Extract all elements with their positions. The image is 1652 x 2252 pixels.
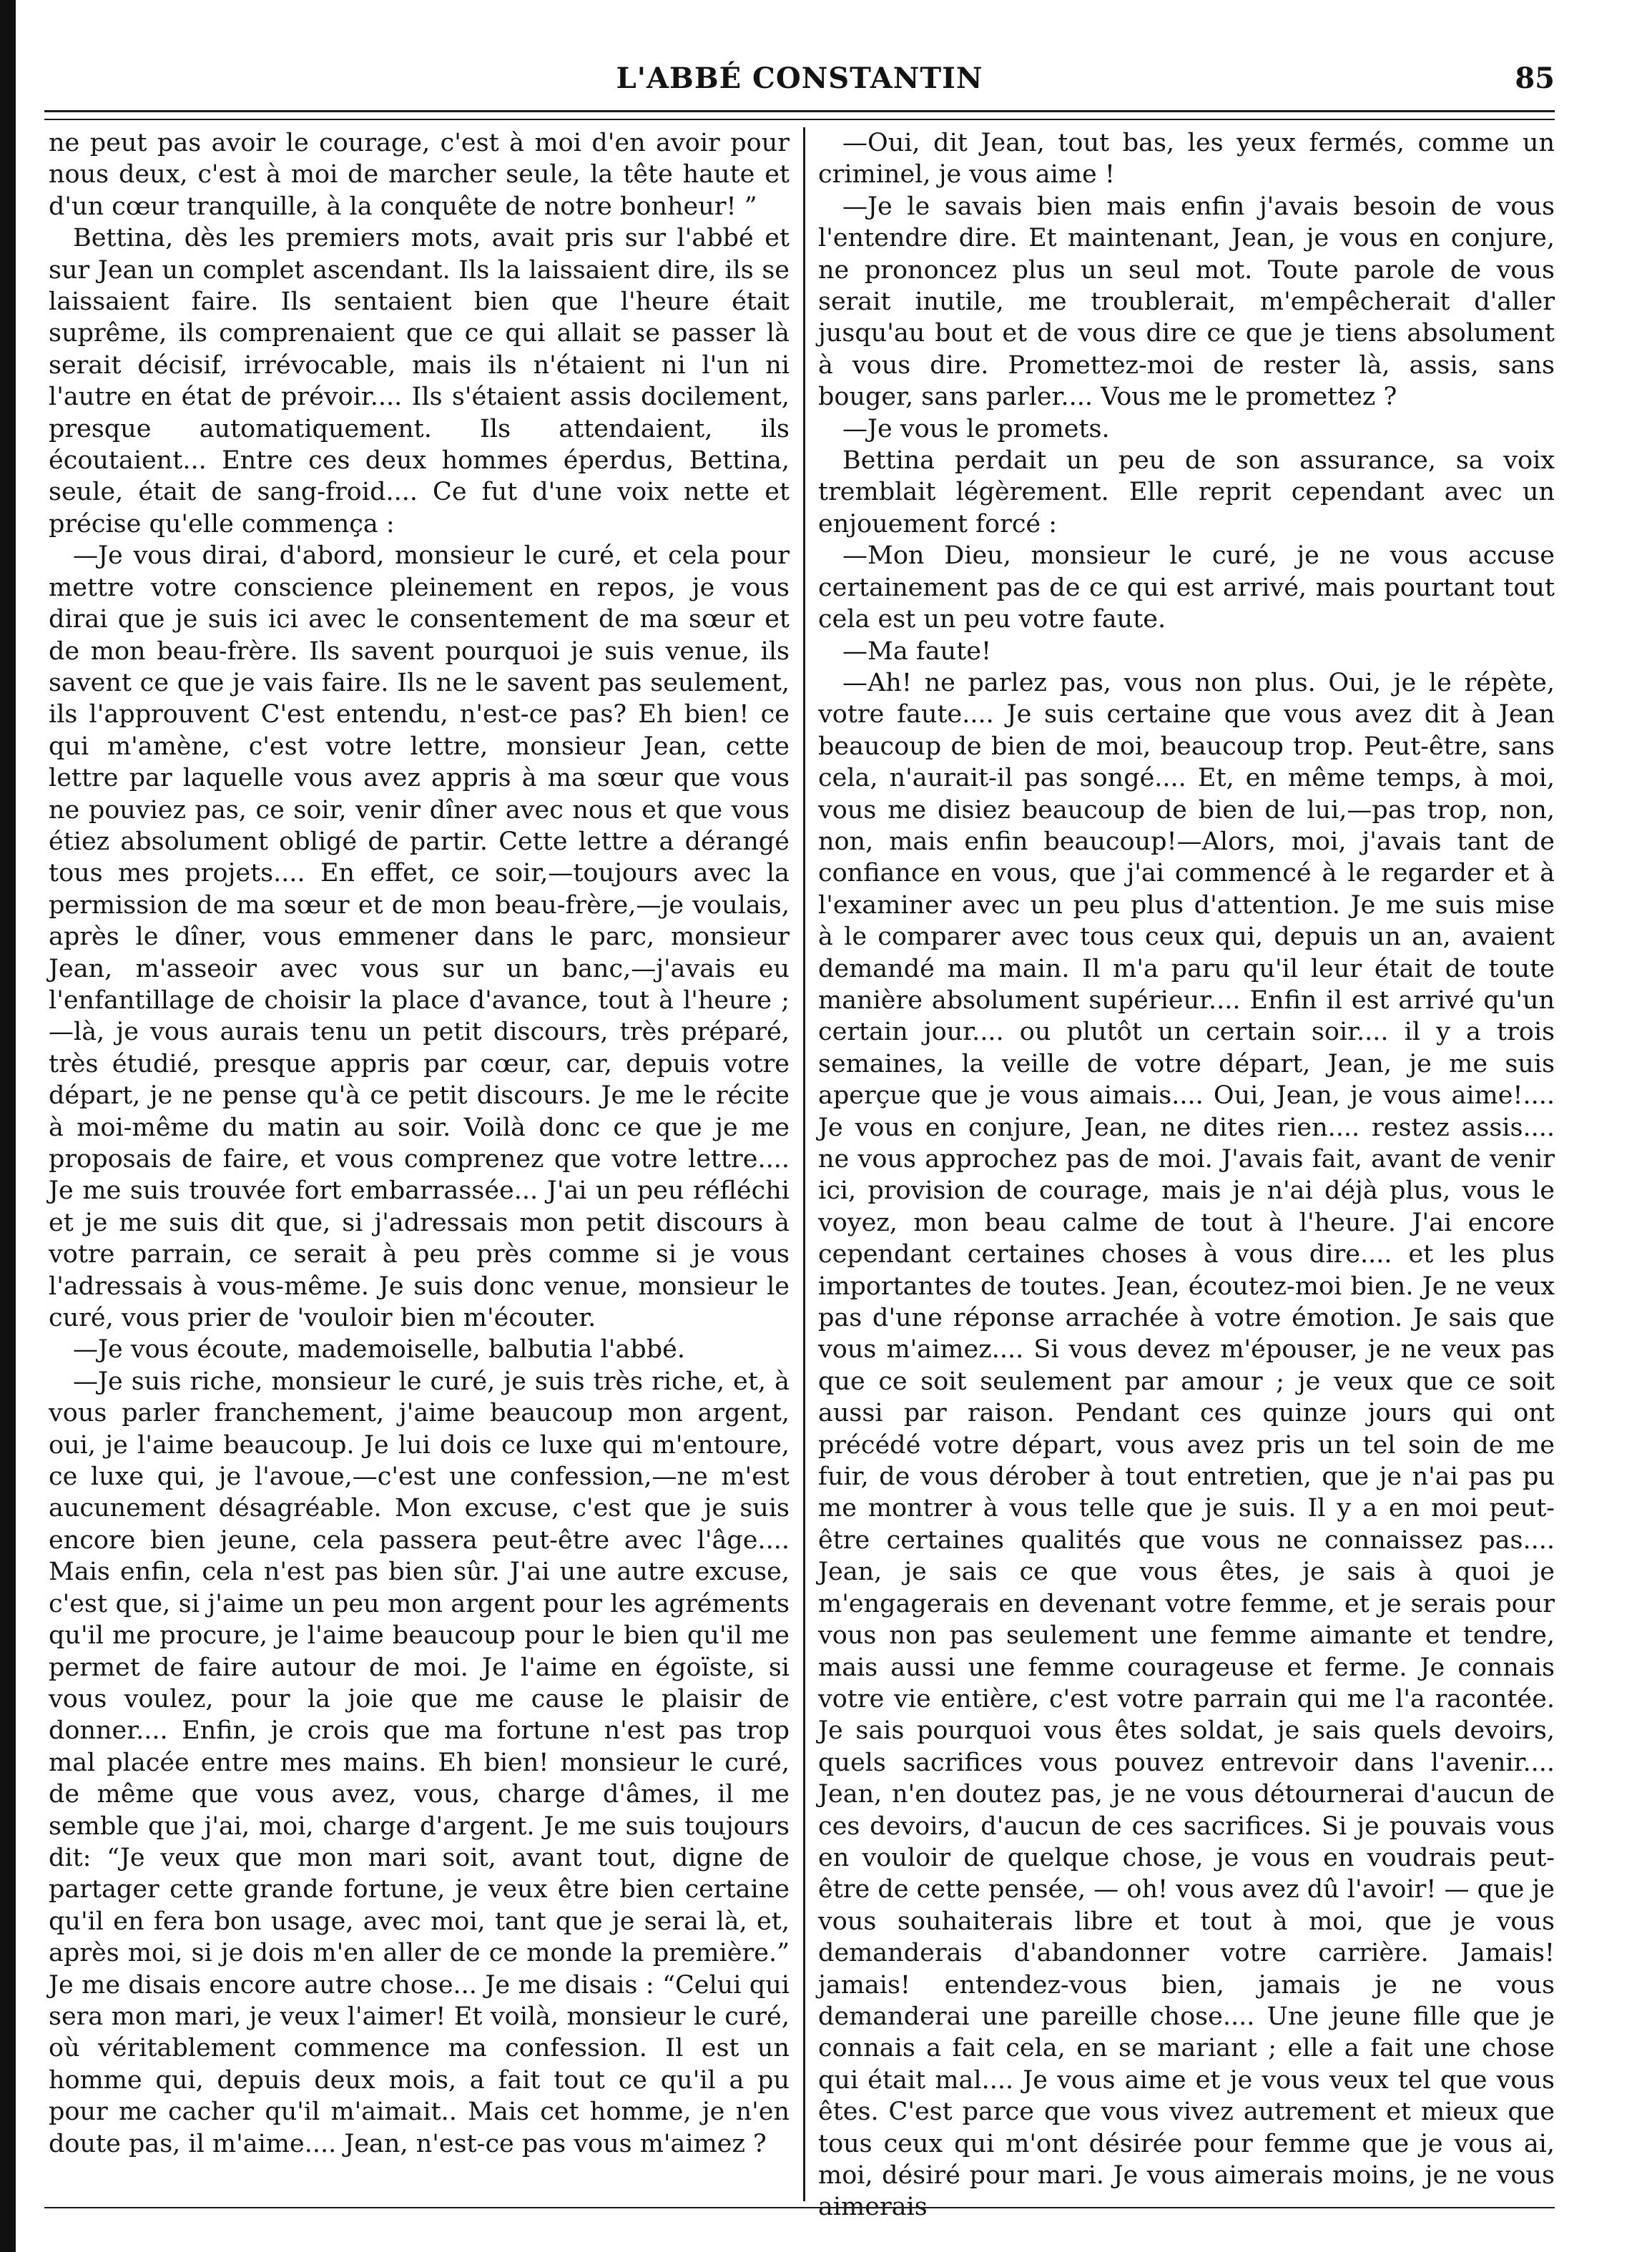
page-header [44,62,1555,104]
paragraph: —Ma faute! [842,636,992,666]
running-title: L'ABBÉ CONSTANTIN [616,62,983,95]
paragraph: —Oui, dit Jean, tout bas, les yeux fermés, comme un criminel, je vous aime ! [818,129,1555,190]
paragraph: —Je le savais bien mais enfin j'avais besoin de vous l'entendre dire. Et maintenant, Jean, je vous en conjure, ne prononcez plus un seul mot. Toute parole de vous serait inutile, me troublerait, m'empêcherait d'aller jusqu'au bout et de vous dire ce que je tiens absolument à vous dire. Promettez-moi de rester là, assis, sans bouger, sans parler.... Vous me le promettez ? [818,192,1555,412]
column-divider [803,127,805,2201]
paragraph: —Je vous le promets. [842,414,1110,443]
right-column [818,127,1555,2222]
paragraph: —Ah! ne parlez pas, vous non plus. Oui, je le répète, votre faute.... Je suis certaine que vous avez dit à Jean beaucoup de bien de moi, beaucoup trop. Peut-être, sans cela, n'aurait-il pas songé.... Et, en même temps, à moi, vous me disiez beaucoup de bien de lui,—pas trop, non, non, mais enfin beaucoup!—Alors, moi, j'avais tant de confiance en vous, que j'ai commencé à le regarder et à l'examiner avec un peu plus d'attention. Je me suis mise à le comparer avec tous ceux qui, depuis un an, avaient demandé ma main. Il m'a paru qu'il leur était de toute manière absolument supérieur.... Enfin il est arrivé qu'un certain jour.... ou plutôt un certain soir.... il y a trois semaines, la veille de votre départ, Jean, je me suis aperçue que je vous aimais.... Oui, Jean, je vous aime!.... Je vous en conjure, Jean, ne dites rien.... restez assis.... ne vous approchez pas de moi. J'avais fait, avant de venir ici, provision de courage, mais je n'ai déjà plus, vous le voyez, mon beau calme de tout à l'heure. J'ai encore cependant certaines choses à vous dire.... et les plus importantes de toutes. Jean, écoutez-moi bien. Je ne veux pas d'une réponse arrachée à votre émotion. Je sais que vous m'aimez.... Si vous devez m'épouser, je ne veux pas que ce soit seulement par amour ; je veux que ce soit aussi par raison. Pendant ces quinze jours qui ont précédé votre départ, vous avez pris un tel soin de me fuir, de vous dérober à tout entretien, que je n'ai pas pu me montrer à vous telle que je suis. Il y a en moi peut-être certaines qualités que vous ne connaissez pas.... Jean, je sais ce que vous êtes, je sais à quoi je m'engagerais en devenant votre femme, et je serais pour vous non pas seulement une femme aimante et tendre, mais aussi une femme courageuse et ferme. Je connais votre vie entière, c'est votre parrain qui me l'a racontée. Je sais pourquoi vous êtes soldat, je sais quels devoirs, quels sacrifices vous pouvez entrevoir dans l'avenir.... Jean, n'en doutez pas, je ne vous détournerai d'aucun de ces devoirs, d'aucun de ces sacrifices. Si je pouvais vous en vouloir de quelque chose, je vous en voudrais peut-être de cette pensée, — oh! vous avez dû l'avoir! — que je vous souhaiterais libre et tout à moi, que je vous demanderais d'abandonner votre carrière. Jamais! jamais! entendez-vous bien, jamais je ne vous demanderai une pareille chose.... Une jeune fille que je connais a fait cela, en se mariant ; elle a fait une chose qui était mal.... Je vous aime et je vous veux tel que vous êtes. C'est parce que vous vivez autrement et mieux que tous ceux qui m'ont désirée pour femme que je vous ai, moi, désiré pour mari. Je vous aimerais moins, je ne vous aimerais [818,668,1555,2222]
header-rule-bottom [44,119,1555,120]
paragraph: —Je vous écoute, mademoiselle, balbutia l'abbé. [73,1335,685,1365]
paragraph: Bettina perdait un peu de son assurance, sa voix tremblait légèrement. Elle reprit cependant avec un enjouement forcé : [818,446,1555,539]
paragraph: ne peut pas avoir le courage, c'est à moi d'en avoir pour nous deux, c'est à moi de marcher seule, la tête haute et d'un cœur tranquille, à la conquête de notre bonheur! ” [49,129,790,221]
paragraph: Bettina, dès les premiers mots, avait pris sur l'abbé et sur Jean un complet ascendant. Ils la laissaient dire, ils se laissaient faire. Ils sentaient bien que l'heure était suprême, ils comprenaient que ce qui allait se passer là serait décisif, irrévocable, mais ils n'étaient ni l'un ni l'autre en état de prévoir.... Ils s'étaient assis docilement, presque automatiquement. Ils attendaient, ils écoutaient... Entre ces deux hommes éperdus, Bettina, seule, était de sang-froid.... Ce fut d'une voix nette et précise qu'elle commença : [49,224,790,539]
header-rule-top [44,110,1555,112]
page-binding-edge [0,0,16,2252]
footer-rule [44,2207,1555,2208]
paragraph: —Mon Dieu, monsieur le curé, je ne vous accuse certainement pas de ce qui est arrivé, mais pourtant tout cela est un peu votre faute. [818,541,1555,634]
left-column [49,127,790,2201]
paragraph: —Je vous dirai, d'abord, monsieur le curé, et cela pour mettre votre conscience pleinement en repos, je vous dirai que je suis ici avec le consentement de ma sœur et de mon beau-frère. Ils savent pourquoi je suis venue, ils savent ce que je vais faire. Ils ne le savent pas seulement, ils l'approuvent C'est entendu, n'est-ce pas? Eh bien! ce qui m'amène, c'est votre lettre, monsieur Jean, cette lettre par laquelle vous avez appris à ma sœur que vous ne pouviez pas, ce soir, venir dîner avec nous et que vous étiez absolument obligé de partir. Cette lettre a dérangé tous mes projets.... En effet, ce soir,—toujours avec la permission de ma sœur et de mon beau-frère,—je voulais, après le dîner, vous emmener dans le parc, monsieur Jean, m'asseoir avec vous sur un banc,—j'avais eu l'enfantillage de choisir la place d'avance, tout à l'heure ;—là, je vous aurais tenu un petit discours, très préparé, très étudié, presque appris par cœur, car, depuis votre départ, je ne pense qu'à ce petit discours. Je me le récite à moi-même du matin au soir. Voilà donc ce que je me proposais de faire, et vous comprenez que votre lettre.... Je me suis trouvée fort embarrassée... J'ai un peu réfléchi et je me suis dit que, si j'adressais mon petit discours à votre parrain, ce serait à peu près comme si je vous l'adressais à vous-même. Je suis donc venue, monsieur le curé, vous prier de 'vouloir bien m'écouter. [49,541,790,1333]
page-number: 85 [1515,62,1555,95]
paragraph: —Je suis riche, monsieur le curé, je suis très riche, et, à vous parler franchement, j'aime beaucoup mon argent, oui, je l'aime beaucoup. Je lui dois ce luxe qui m'entoure, ce luxe qui, je l'avoue,—c'est une confession,—ne m'est aucunement désagréable. Mon excuse, c'est que je suis encore bien jeune, cela passera peut-être avec l'âge.... Mais enfin, cela n'est pas bien sûr. J'ai une autre excuse, c'est que, si j'aime un peu mon argent pour les agréments qu'il me procure, je l'aime beaucoup pour le bien qu'il me permet de faire autour de moi. Je l'aime en égoïste, si vous voulez, pour la joie que me cause le plaisir de donner.... Enfin, je crois que ma fortune n'est pas trop mal placée entre mes mains. Eh bien! monsieur le curé, de même que vous avez, vous, charge d'âmes, il me semble que j'ai, moi, charge d'argent. Je me suis toujours dit: “Je veux que mon mari soit, avant tout, digne de partager cette grande fortune, je veux être bien certaine qu'il en fera bon usage, avec moi, tant que je serai là, et, après moi, si je dois m'en aller de ce monde la première.” Je me disais encore autre chose... Je me disais : “Celui qui sera mon mari, je veux l'aimer! Et voilà, monsieur le curé, où véritablement commence ma confession. Il est un homme qui, depuis deux mois, a fait tout ce qu'il a pu pour me cacher qu'il m'aimait.. Mais cet homme, je n'en doute pas, il m'aime.... Jean, n'est-ce pas vous m'aimez ? [49,1367,790,2158]
